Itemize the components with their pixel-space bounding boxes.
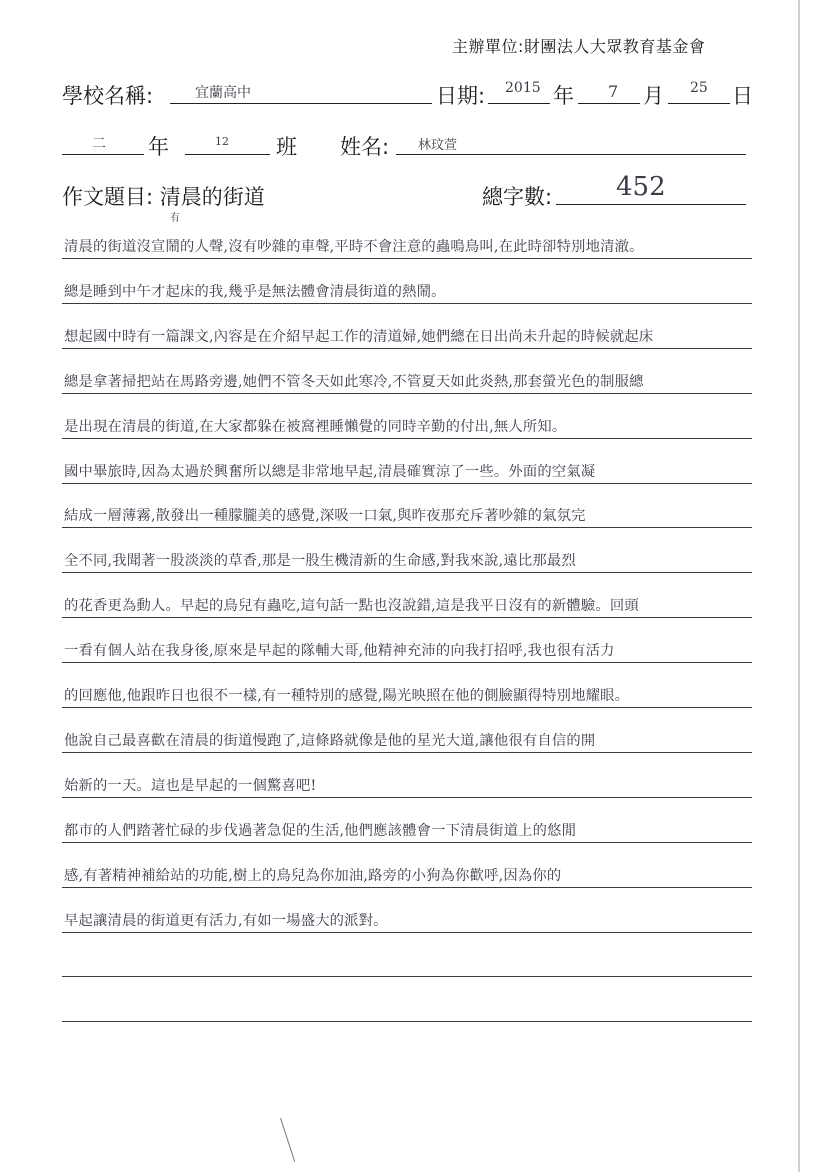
month-value: 7 — [608, 82, 619, 101]
word-count-underline — [556, 204, 746, 205]
essay-line-text: 全不同,我聞著一股淡淡的草香,那是一股生機清新的生命感,對我來說,遠比那最烈 — [64, 553, 576, 569]
grade-unit: 年 — [148, 135, 169, 159]
essay-ruled-line — [62, 662, 752, 663]
name-label: 姓名: — [340, 135, 390, 159]
essay-ruled-line — [62, 572, 752, 573]
essay-line-text: 清晨的街道沒宣鬧的人聲,沒有吵雜的車聲,平時不會注意的蟲鳴鳥叫,在此時卻特別地清澈。 — [64, 239, 644, 255]
month-unit: 月 — [643, 84, 664, 108]
class-value: 12 — [215, 135, 229, 148]
name-value: 林玟萱 — [418, 138, 458, 153]
essay-ruled-line — [62, 752, 752, 753]
essay-line-text: 感,有著精神補給站的功能,樹上的鳥兒為你加油,路旁的小狗為你歡呼,因為你的 — [64, 868, 562, 884]
essay-line-text: 始新的一天。這也是早起的一個驚喜吧! — [64, 778, 317, 794]
essay-ruled-line — [62, 483, 752, 484]
essay-line-text: 早起讓清晨的街道更有活力,有如一場盛大的派對。 — [64, 913, 388, 929]
school-name-label: 學校名稱: — [62, 84, 154, 108]
date-label: 日期: — [436, 84, 486, 108]
class-underline — [185, 154, 270, 155]
essay-title: 作文題目: 清晨的街道 — [62, 185, 265, 209]
essay-ruled-line — [62, 1021, 752, 1022]
year-value: 2015 — [505, 80, 541, 96]
essay-ruled-line — [62, 258, 752, 259]
class-unit: 班 — [276, 135, 297, 159]
essay-line-text: 都市的人們踏著忙碌的步伐過著急促的生活,他們應該體會一下清晨街道上的悠閒 — [64, 823, 577, 839]
school-name-value: 宜蘭高中 — [195, 85, 251, 101]
month-underline — [578, 103, 640, 104]
essay-ruled-line — [62, 303, 752, 304]
grade-underline — [62, 154, 144, 155]
school-name-underline — [170, 103, 432, 104]
essay-line-text: 想起國中時有一篇課文,內容是在介紹早起工作的清道婦,她們總在日出尚未升起的時候就起床 — [64, 329, 654, 345]
insertion-mark: 有 — [170, 213, 180, 224]
word-count-value: 452 — [616, 172, 666, 202]
essay-line-text: 一看有個人站在我身後,原來是早起的隊輔大哥,他精神充沛的向我打招呼,我也很有活力 — [64, 643, 615, 659]
essay-line-text: 他說自己最喜歡在清晨的街道慢跑了,這條路就像是他的星光大道,讓他很有自信的開 — [64, 733, 596, 749]
word-count-label: 總字數: — [482, 185, 553, 209]
essay-ruled-line — [62, 887, 752, 888]
essay-ruled-line — [62, 438, 752, 439]
essay-ruled-line — [62, 617, 752, 618]
day-unit: 日 — [732, 84, 753, 108]
essay-line-text: 的花香更為動人。早起的鳥兒有蟲吃,這句話一點也沒說錯,這是我平日沒有的新體驗。回頭 — [64, 598, 639, 614]
name-underline — [396, 154, 746, 155]
essay-ruled-line — [62, 348, 752, 349]
essay-ruled-line — [62, 527, 752, 528]
year-unit: 年 — [553, 84, 574, 108]
page-edge-line — [798, 0, 800, 1172]
day-value: 25 — [690, 80, 708, 96]
essay-line-text: 國中畢旅時,因為太過於興奮所以總是非常地早起,清晨確實涼了一些。外面的空氣凝 — [64, 464, 596, 480]
organizer-label: 主辦單位:財團法人大眾教育基金會 — [452, 37, 706, 56]
essay-line-text: 是出現在清晨的街道,在大家都躲在被窩裡睡懶覺的同時辛勤的付出,無人所知。 — [64, 419, 567, 435]
essay-ruled-line — [62, 932, 752, 933]
day-underline — [668, 103, 730, 104]
essay-line-text: 總是拿著掃把站在馬路旁邊,她們不管冬天如此寒冷,不管夏天如此炎熱,那套螢光色的制服總 — [64, 374, 644, 390]
essay-ruled-line — [62, 707, 752, 708]
essay-ruled-line — [62, 393, 752, 394]
grade-value: 二 — [92, 136, 106, 152]
essay-ruled-line — [62, 976, 752, 977]
essay-line-text: 的回應他,他跟昨日也很不一樣,有一種特別的感覺,陽光映照在他的側臉顯得特別地耀眼。 — [64, 688, 630, 704]
stray-pen-mark — [280, 1118, 295, 1162]
essay-ruled-line — [62, 842, 752, 843]
essay-line-text: 總是睡到中午才起床的我,幾乎是無法體會清晨街道的熱鬧。 — [64, 284, 446, 300]
year-underline — [488, 103, 550, 104]
essay-line-text: 結成一層薄霧,散發出一種朦朧美的感覺,深吸一口氣,與昨夜那充斥著吵雜的氣氛完 — [64, 508, 586, 524]
essay-ruled-line — [62, 797, 752, 798]
